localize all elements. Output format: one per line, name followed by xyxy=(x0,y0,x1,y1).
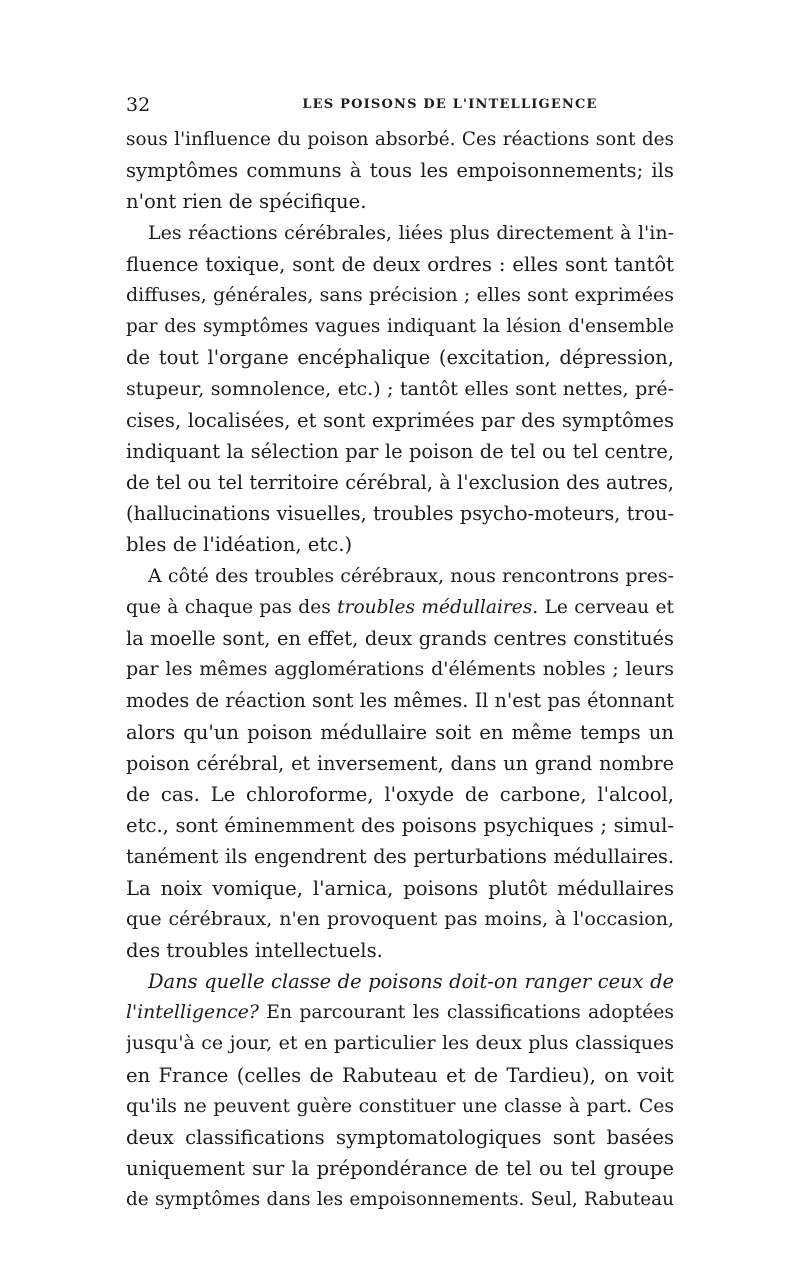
text-line: par les mêmes agglomérations d'éléments nobles ; leurs xyxy=(126,658,674,681)
text-line: deux classifications symptomatologiques sont basées xyxy=(126,1126,674,1149)
emphasis-text: troubles médullaires xyxy=(337,596,533,618)
text-line: de tel ou tel territoire cérébral, à l'exclusion des autres, xyxy=(126,471,674,495)
text-line: de symptômes dans les empoisonnements. Seul, Rabuteau xyxy=(126,1189,674,1211)
text-line: etc., sont éminemment des poisons psychiques ; simul- xyxy=(126,814,674,838)
page-number: 32 xyxy=(126,94,151,116)
text-line: poison cérébral, et inversement, dans un grand nombre xyxy=(126,751,674,775)
paragraph-first-line xyxy=(126,966,674,997)
text-line: modes de réaction sont les mêmes. Il n'est pas étonnant xyxy=(126,689,674,713)
emphasis-text: Dans quelle classe de poisons doit-on ranger ceux de xyxy=(148,970,674,994)
text-line: alors qu'un poison médullaire soit en même temps un xyxy=(126,720,674,744)
text-line: l'intelligence? En parcourant les classifications adoptées xyxy=(126,1002,674,1024)
text-line: jusqu'à ce jour, et en particulier les deux plus classiques xyxy=(126,1032,674,1055)
running-title: LES POISONS DE L'INTELLIGENCE xyxy=(302,97,598,112)
text-line: par des symptômes vagues indiquant la lésion d'ensemble xyxy=(126,316,674,338)
running-head xyxy=(126,92,674,118)
text-line: en France (celles de Rabuteau et de Tardieu), on voit xyxy=(126,1063,674,1087)
text-line: de tout l'organe encéphalique (excitation, dépression, xyxy=(126,346,674,370)
text-line: indiquant la sélection par le poison de tel ou tel centre, xyxy=(126,439,674,463)
text-line: diffuses, générales, sans précision ; elles sont exprimées xyxy=(126,283,674,306)
text-line: de cas. Le chloroforme, l'oxyde de carbone, l'alcool, xyxy=(126,782,674,806)
text-line: uniquement sur la prépondérance de tel ou tel groupe xyxy=(126,1157,674,1181)
text-line: sous l'influence du poison absorbé. Ces réactions sont des xyxy=(126,129,674,150)
text-line: cises, localisées, et sont exprimées par des symptômes xyxy=(126,408,674,432)
emphasis-text: l'intelligence? xyxy=(126,1002,259,1024)
paragraph-first-line: Les réactions cérébrales, liées plus directement à l'in- xyxy=(148,221,674,244)
text-line: symptômes communs à tous les empoisonnements; ils xyxy=(126,159,674,183)
text-line: que cérébraux, n'en provoquent pas moins, à l'occasion, xyxy=(126,907,674,930)
text-line: La noix vomique, l'arnica, poisons plutôt médullaires xyxy=(126,876,674,900)
text-line: que à chaque pas des troubles médullaires. Le cerveau et xyxy=(126,596,674,618)
text-line: tanément ils engendrent des perturbations médullaires. xyxy=(126,845,674,869)
text-line: des troubles intellectuels. xyxy=(126,938,383,962)
text-line: (hallucinations visuelles, troubles psycho-moteurs, trou- xyxy=(126,502,674,526)
body-text xyxy=(126,124,674,1216)
text-line: qu'ils ne peuvent guère constituer une classe à part. Ces xyxy=(126,1095,674,1117)
text-line: bles de l'idéation, etc.) xyxy=(126,533,353,557)
text-line: la moelle sont, en effet, deux grands centres constitués xyxy=(126,627,674,650)
text-line: fluence toxique, sont de deux ordres : elles sont tantôt xyxy=(126,252,674,276)
paragraph-first-line: A côté des troubles cérébraux, nous rencontrons pres- xyxy=(148,564,674,587)
text-line: n'ont rien de spécifique. xyxy=(126,190,367,214)
text-line: stupeur, somnolence, etc.) ; tantôt elles sont nettes, pré- xyxy=(126,377,674,400)
